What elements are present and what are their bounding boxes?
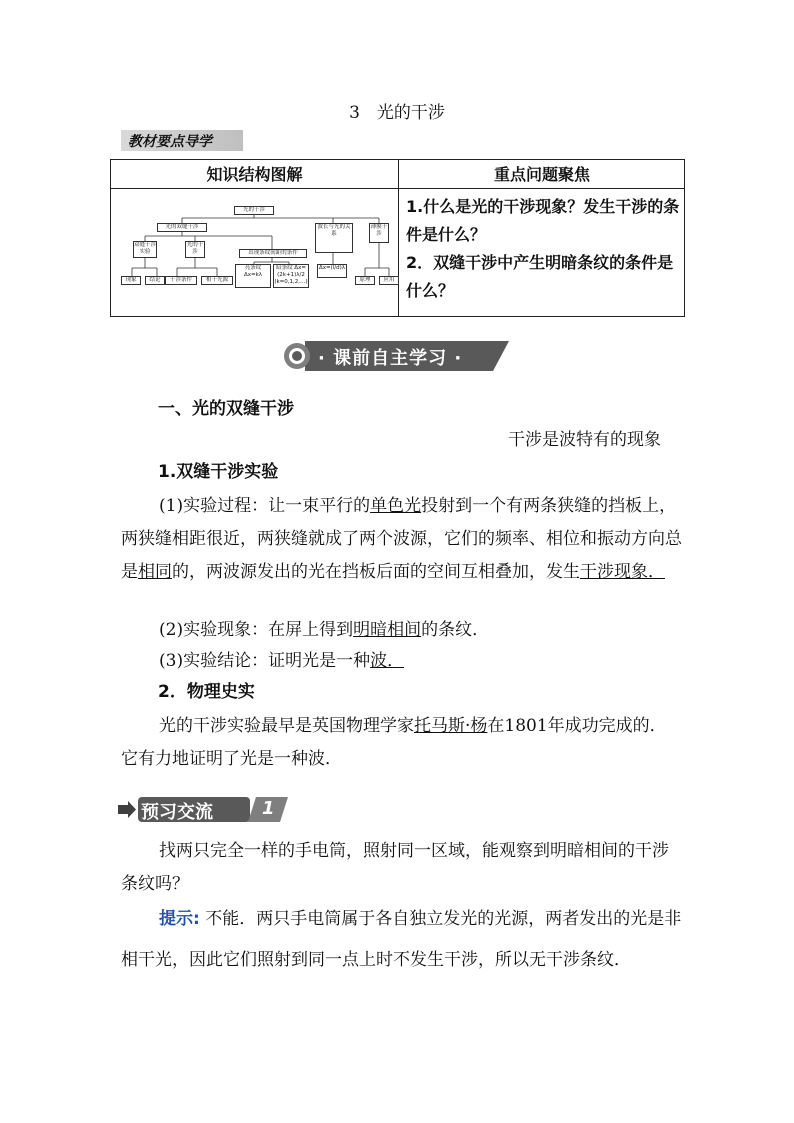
answer-blank: 干涉现象． [580,562,665,582]
table-header-right: 重点问题聚焦 [493,165,590,184]
answer-blank: 波． [370,651,405,671]
diagram-node-formula: Δx=(l/d)λ [317,264,347,278]
diagram-leaf-condition: 干涉条件 [165,276,197,285]
table-header-left: 知识结构图解 [206,165,303,184]
arrow-icon [118,801,136,818]
section-banner-text: · 课前自主学习 · [318,348,463,369]
answer-blank: 托马斯·杨 [414,716,488,736]
diagram-node-thin-film: 薄膜干涉 [369,223,389,243]
subsection-2-title: 2．物理史实 [158,682,255,702]
diagram-leaf-principle: 原理 [355,276,375,285]
side-note: 干涉是波特有的现象 [508,430,661,450]
diagram-node-wavelength: 波长与光的关系 [315,223,353,253]
diagram-node-interference: 光的干涉 [185,241,205,258]
text-span: 的条纹． [421,620,490,640]
text-span: (1)实验过程：让一束平行的 [159,496,371,516]
diagram-node-bright: 亮条纹 Δx=kλ [235,264,271,288]
experiment-process [121,490,683,589]
experiment-phenomenon [159,618,489,642]
diagram-leaf-application: 应用 [379,276,399,285]
heading-1: 一、光的双缝干涉 [158,399,294,419]
diagram-leaf-phenomenon: 现象 [121,276,141,285]
text-span: 在1801年成功完成的．它有力地证明了光是一种波． [121,716,667,769]
answer-blank: 明暗相间 [353,620,422,640]
focus-question-1: 1.什么是光的干涉现象？发生干涉的条件是什么？ [406,197,680,244]
diagram-leaf-coherent: 相干光源 [201,276,233,285]
page-title: 3 光的干涉 [349,103,445,123]
text-span: (3)实验结论：证明光是一种 [159,651,371,671]
preview-number: 1 [262,798,275,819]
hint-label: 提示: [159,909,200,929]
hint-text: 不能．两只手电筒属于各自独立发光的光源，两者发出的光是非相干光，因此它们照射到同一点上时不发生干涉，所以无干涉条纹． [121,909,682,970]
focus-question-2: 2．双缝干涉中产生明暗条纹的条件是什么？ [406,253,674,300]
subsection-1-title: 1.双缝干涉实验 [158,462,279,482]
text-span: 的，两波源发出的光在挡板后面的空间互相叠加，发生 [172,562,580,582]
diagram-node-condition: 出现条纹间距的条件 [239,249,307,258]
text-span: (2)实验现象：在屏上得到 [159,620,354,640]
text-span: 光的干涉实验最早是英国物理学家 [159,716,414,736]
experiment-conclusion [159,649,404,673]
diagram-node-double-slit: 光的双缝干涉 [157,223,207,232]
hint-paragraph [121,899,683,981]
table-header-line [111,188,684,189]
diagram-node-dark: 暗条纹 Δx=(2k+1)λ/2 (k=0,1,2,…) [273,264,309,288]
history-paragraph [121,710,683,776]
section-tag: 教材要点导学 [128,134,212,150]
diagram-node-root: 光的干涉 [234,206,274,215]
preview-label: 预习交流 [141,802,213,823]
overview-table [110,159,685,317]
answer-blank: 单色光 [370,496,422,516]
text-span: 投射到一个有两条狭缝的挡板上，两狭缝相距很近，两狭缝就成了两个波源，它们的频率、相位和振动方向总是 [121,496,682,582]
diagram-node-experiment: 双缝干涉实验 [133,241,157,258]
diagram-leaf-conclusion: 结论 [145,276,165,285]
answer-blank: 相同 [138,562,172,582]
preview-question: 找两只完全一样的手电筒，照射同一区域，能观察到明暗相间的干涉条纹吗？ [121,841,669,894]
